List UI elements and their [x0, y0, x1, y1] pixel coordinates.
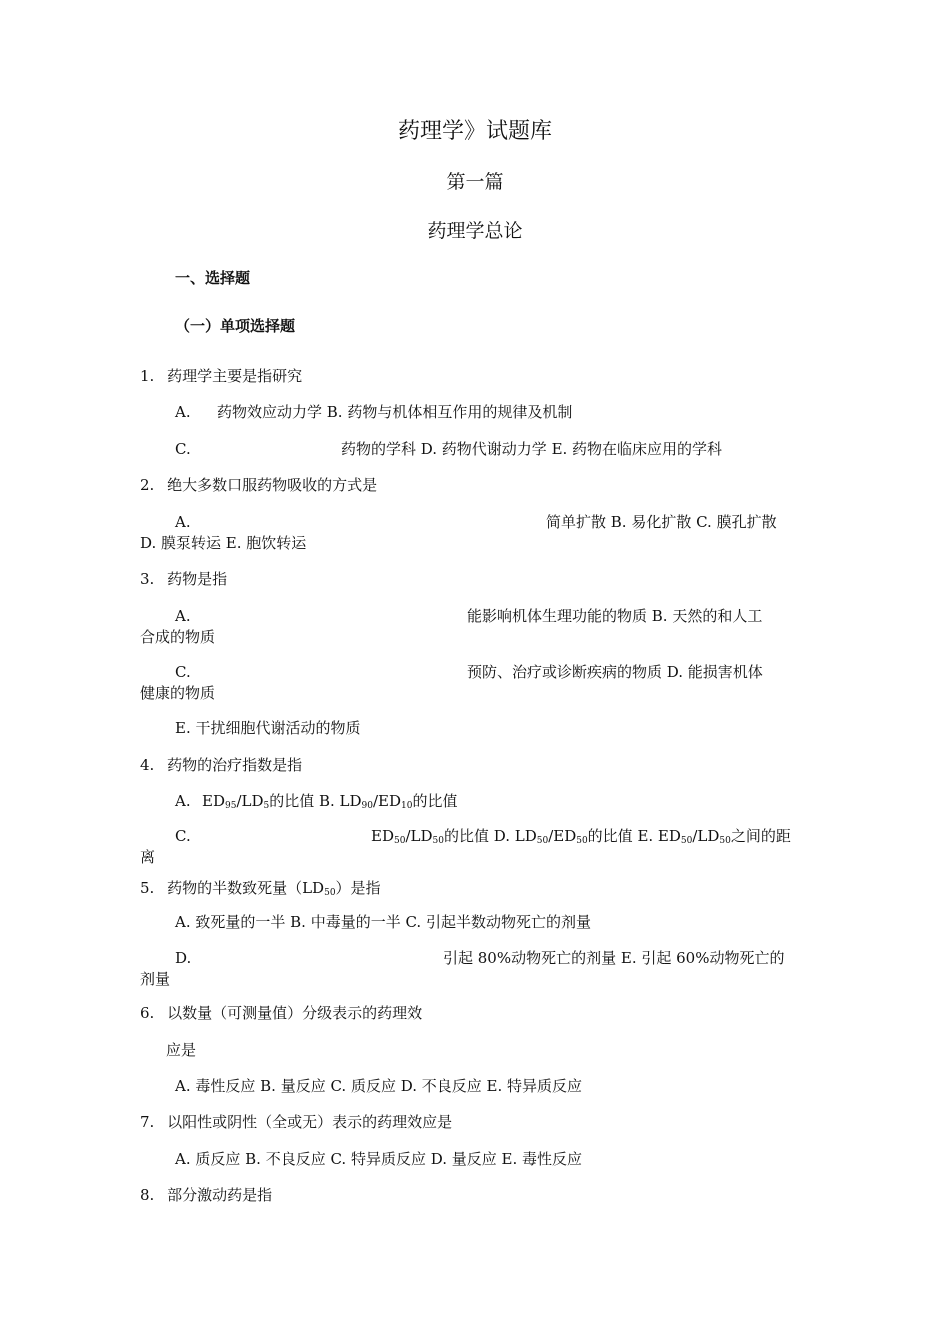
question-stem: 以阳性或阴性（全或无）表示的药理效应是: [167, 1113, 453, 1131]
q5-option-d-continued: 剂量: [140, 970, 171, 988]
question-number: 3.: [140, 570, 155, 588]
question-number: 6.: [140, 1004, 155, 1022]
option-letter: C.: [175, 827, 191, 845]
option-text: 引起 80%动物死亡的剂量 E. 引起 60%动物死亡的: [443, 949, 785, 967]
question-7: [140, 1112, 452, 1132]
question-number: 7.: [140, 1113, 155, 1131]
question-number: 8.: [140, 1186, 155, 1204]
q4-option-c-continued: 离: [140, 848, 156, 866]
q1-option-c: [175, 439, 723, 459]
option-text: 简单扩散 B. 易化扩散 C. 膜孔扩散: [546, 513, 777, 531]
q3-option-c: [175, 662, 763, 682]
q3-option-a: [175, 606, 763, 626]
q5-option-a: A. 致死量的一半 B. 中毒量的一半 C. 引起半数动物死亡的剂量: [175, 913, 591, 931]
q1-option-a: [175, 402, 573, 422]
q3-option-a-continued: 合成的物质: [140, 628, 216, 646]
q2-option-a-continued: D. 膜泵转运 E. 胞饮转运: [140, 534, 307, 552]
question-stem: 药物的半数致死量$(LD_{50})$是指: [167, 879, 381, 898]
question-3: [140, 569, 227, 589]
q7-options: A. 质反应 B. 不良反应 C. 特异质反应 D. 量反应 E. 毒性反应: [175, 1150, 582, 1168]
q5-option-d: [175, 948, 785, 968]
option-text: $ED_{95}/LD_5$的比值 B. $LD_{90}/ED_{10}$的比值: [202, 792, 458, 811]
q4-option-a: [175, 791, 458, 811]
option-letter: A.: [175, 607, 191, 625]
q4-option-c: [175, 826, 791, 846]
option-letter: A.: [175, 403, 191, 421]
q3-option-e: E. 干扰细胞代谢活动的物质: [175, 719, 361, 737]
option-text: 预防、治疗或诊断疾病的物质 D. 能损害机体: [467, 663, 763, 681]
document-title: 药理学》试题库: [397, 119, 552, 144]
question-number: 5.: [140, 879, 155, 897]
q2-option-a: [175, 512, 777, 532]
question-stem: 药物的治疗指数是指: [167, 756, 303, 774]
option-text: 能影响机体生理功能的物质 B. 天然的和人工: [467, 607, 763, 625]
option-letter: A.: [175, 792, 191, 810]
option-text: 药物的学科 D. 药物代谢动力学 E. 药物在临床应用的学科: [341, 440, 723, 458]
question-6: [140, 1003, 422, 1023]
question-stem: 绝大多数口服药物吸收的方式是: [167, 476, 378, 494]
option-letter: A.: [175, 513, 191, 531]
question-1: [140, 366, 302, 386]
q3-option-c-continued: 健康的物质: [140, 684, 216, 702]
option-letter: D.: [175, 949, 192, 967]
question-8: [140, 1185, 272, 1205]
question-stem: 以数量（可测量值）分级表示的药理效: [167, 1004, 423, 1022]
option-letter: C.: [175, 440, 191, 458]
question-number: 1.: [140, 367, 155, 385]
option-letter: C.: [175, 663, 191, 681]
section-heading: 一、选择题: [175, 269, 251, 287]
question-6-stem-continued: 应是: [166, 1041, 197, 1059]
subsection-heading: （一）单项选择题: [175, 317, 296, 335]
part-heading: 第一篇: [446, 171, 504, 193]
question-stem: 药理学主要是指研究: [167, 367, 303, 385]
question-2: [140, 475, 377, 495]
option-text: $ED_{50}/LD_{50}$的比值 D. $LD_{50}/ED_{50}$的比值 E. $ED_{50}/LD_{50}$之间的距: [371, 827, 791, 846]
q6-options: A. 毒性反应 B. 量反应 C. 质反应 D. 不良反应 E. 特异质反应: [175, 1077, 582, 1095]
question-stem: 部分激动药是指: [167, 1186, 273, 1204]
question-4: [140, 755, 302, 775]
question-stem: 药物是指: [167, 570, 228, 588]
question-number: 2.: [140, 476, 155, 494]
part-title: 药理学总论: [427, 220, 523, 242]
question-5: [140, 878, 381, 903]
question-number: 4.: [140, 756, 155, 774]
option-text: 药物效应动力学 B. 药物与机体相互作用的规律及机制: [217, 403, 573, 421]
